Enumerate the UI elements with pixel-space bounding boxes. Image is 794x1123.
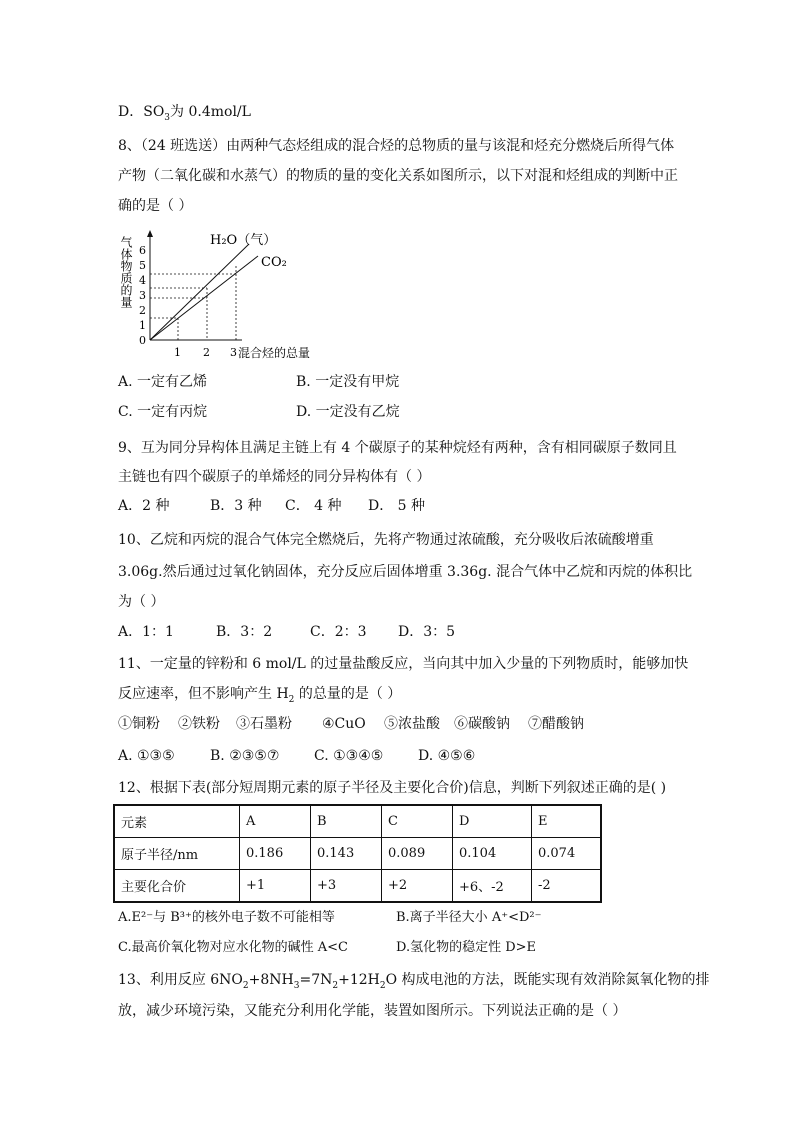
- q10-line1: 10、乙烷和丙烷的混合气体完全燃烧后，先将产物通过浓硫酸，充分吸收后浓硫酸增重: [118, 532, 654, 548]
- q7-option-d-sub: 3: [164, 112, 171, 123]
- q8-chart-xlabel: 混合烃的总量: [238, 346, 311, 360]
- q8-chart-ytick-3: 3: [139, 289, 146, 302]
- q11-line2: [118, 684, 401, 710]
- q8-chart-h2o-line: [150, 244, 249, 340]
- q8-chart-ytick-2: 2: [139, 304, 146, 317]
- q11-item-6: ⑥碳酸钠: [454, 716, 510, 732]
- q10-option-d: D．3：5: [398, 624, 456, 640]
- q12-option-a: A.E²⁻与 B³⁺的核外电子数不可能相等: [118, 910, 335, 925]
- q10-line3: 为（ ）: [118, 594, 165, 610]
- table-cell: 0.104: [453, 838, 532, 870]
- q13-line1-c: =7N: [299, 972, 333, 988]
- table-cell: D: [453, 805, 532, 838]
- q10-option-a: A．1：1: [118, 624, 174, 640]
- q11-line2-sub: 2: [288, 694, 295, 705]
- table-cell: 元素: [114, 805, 240, 838]
- q8-option-c: C. 一定有丙烷: [118, 404, 208, 420]
- q8-option-a: A. 一定有乙烯: [118, 374, 208, 390]
- table-cell: 0.143: [311, 838, 382, 870]
- q9-option-a: A．2 种: [118, 498, 170, 514]
- q11-line1: 11、一定量的锌粉和 6 mol/L 的过量盐酸反应，当向其中加入少量的下列物质时，能够加快: [118, 656, 689, 672]
- table-cell: A: [240, 805, 311, 838]
- q8-chart-ytick-5: 5: [139, 259, 146, 272]
- q13-line1-sub2: 3: [293, 980, 300, 991]
- q11-option-b: B. ②③⑤⑦: [210, 748, 280, 764]
- q8-chart-ytick-6: 6: [139, 244, 146, 257]
- q8-chart-ytick-1: 1: [139, 319, 146, 332]
- q11-option-a: A. ①③⑤: [118, 748, 175, 764]
- q11-line2-a: 反应速率，但不影响产生 H: [118, 686, 289, 702]
- q10-option-b: B．3：2: [216, 624, 273, 640]
- table-row: [114, 870, 601, 903]
- q9-option-c: C． 4 种: [285, 498, 342, 514]
- table-row: [114, 805, 601, 838]
- q10-line2: 3.06g.然后通过过氧化钠固体，充分反应后固体增重 3.36g. 混合气体中乙烷和丙烷的体积比: [118, 564, 693, 580]
- table-row: [114, 838, 601, 870]
- q11-item-7: ⑦醋酸钠: [528, 716, 584, 732]
- table-cell: 主要化合价: [114, 870, 240, 903]
- q9-option-b: B．3 种: [210, 498, 262, 514]
- q11-item-2: ②铁粉: [178, 716, 220, 732]
- q12-option-c: C.最高价氧化物对应水化物的碱性 A<C: [118, 940, 348, 955]
- q11-line2-b: 的总量的是（ ）: [294, 686, 402, 702]
- table-cell: B: [311, 805, 382, 838]
- table-cell: +3: [311, 870, 382, 903]
- table-cell: 0.186: [240, 838, 311, 870]
- q8-chart-h2o-label: H₂O（气）: [210, 233, 277, 248]
- q8-chart-ylabel: 气体物质的量: [119, 236, 133, 308]
- q8-option-d: D. 一定没有乙烷: [296, 404, 400, 420]
- q13-line1: [118, 970, 710, 996]
- q8-chart-xtick-2: 2: [203, 346, 210, 359]
- q13-line1-sub1: 2: [242, 980, 249, 991]
- q11-option-c: C. ①③④⑤: [314, 748, 384, 764]
- table-cell: E: [532, 805, 602, 838]
- q7-option-d-rest: 为 0.4mol/L: [170, 104, 251, 120]
- table-cell: 0.089: [382, 838, 453, 870]
- q13-line1-sub3: 2: [332, 980, 339, 991]
- q11-option-d: D. ④⑤⑥: [418, 748, 476, 764]
- q13-line1-sub4: 2: [379, 980, 386, 991]
- table-cell: -2: [532, 870, 602, 903]
- table-cell: 0.074: [532, 838, 602, 870]
- q11-item-1: ①铜粉: [118, 716, 160, 732]
- q8-chart-xtick-1: 1: [174, 346, 181, 359]
- q9-line1: 9、互为同分异构体且满足主链上有 4 个碳原子的某种烷烃有两种，含有相同碳原子数同且: [118, 440, 677, 456]
- table-cell: C: [382, 805, 453, 838]
- q8-chart-xtick-3: 3: [230, 346, 237, 359]
- q7-option-d: [118, 102, 251, 128]
- q8-chart-ytick-0: 0: [139, 334, 146, 347]
- q8-chart-y-arrow: [147, 230, 153, 237]
- q8-chart-co2-label: CO₂: [261, 255, 287, 270]
- q13-line1-e: O 构成电池的方法，既能实现有效消除氮氧化物的排: [385, 972, 710, 988]
- q8-option-b: B. 一定没有甲烷: [296, 374, 400, 390]
- q7-option-d-label: D．SO: [118, 104, 165, 120]
- q13-line1-a: 13、利用反应 6NO: [118, 972, 243, 988]
- q9-line2: 主链也有四个碳原子的单烯烃的同分异构体有（ ）: [118, 469, 431, 485]
- q12-table: [113, 804, 602, 903]
- q12-option-b: B.离子半径大小 A⁺<D²⁻: [396, 910, 542, 925]
- q13-line2: 放，减少环境污染，又能充分利用化学能，装置如图所示。下列说法正确的是（ ）: [118, 1003, 627, 1019]
- q12-option-d: D.氢化物的稳定性 D>E: [396, 940, 537, 955]
- q8-line3: 确的是（ ）: [118, 198, 193, 214]
- q13-line1-b: +8NH: [248, 972, 294, 988]
- table-cell: 原子半径/nm: [114, 838, 240, 870]
- q8-chart-ytick-4: 4: [139, 274, 146, 287]
- q11-item-3: ③石墨粉: [236, 716, 292, 732]
- q9-option-d: D． 5 种: [368, 498, 426, 514]
- q8-line1: 8、（24 班选送）由两种气态烃组成的混合烃的总物质的量与该混和烃充分燃烧后所得气体: [118, 138, 675, 154]
- table-cell: +1: [240, 870, 311, 903]
- q12-line1: 12、根据下表(部分短周期元素的原子半径及主要化合价)信息，判断下列叙述正确的是( ): [118, 780, 667, 796]
- q11-item-4: ④CuO: [322, 716, 366, 732]
- q13-line1-d: +12H: [338, 972, 380, 988]
- q11-item-5: ⑤浓盐酸: [384, 716, 440, 732]
- q10-option-c: C．2：3: [310, 624, 367, 640]
- table-cell: +6、-2: [453, 870, 532, 903]
- q8-line2: 产物（二氧化碳和水蒸气）的物质的量的变化关系如图所示，以下对混和烃组成的判断中正: [118, 168, 678, 184]
- q8-chart: [112, 226, 322, 366]
- table-cell: +2: [382, 870, 453, 903]
